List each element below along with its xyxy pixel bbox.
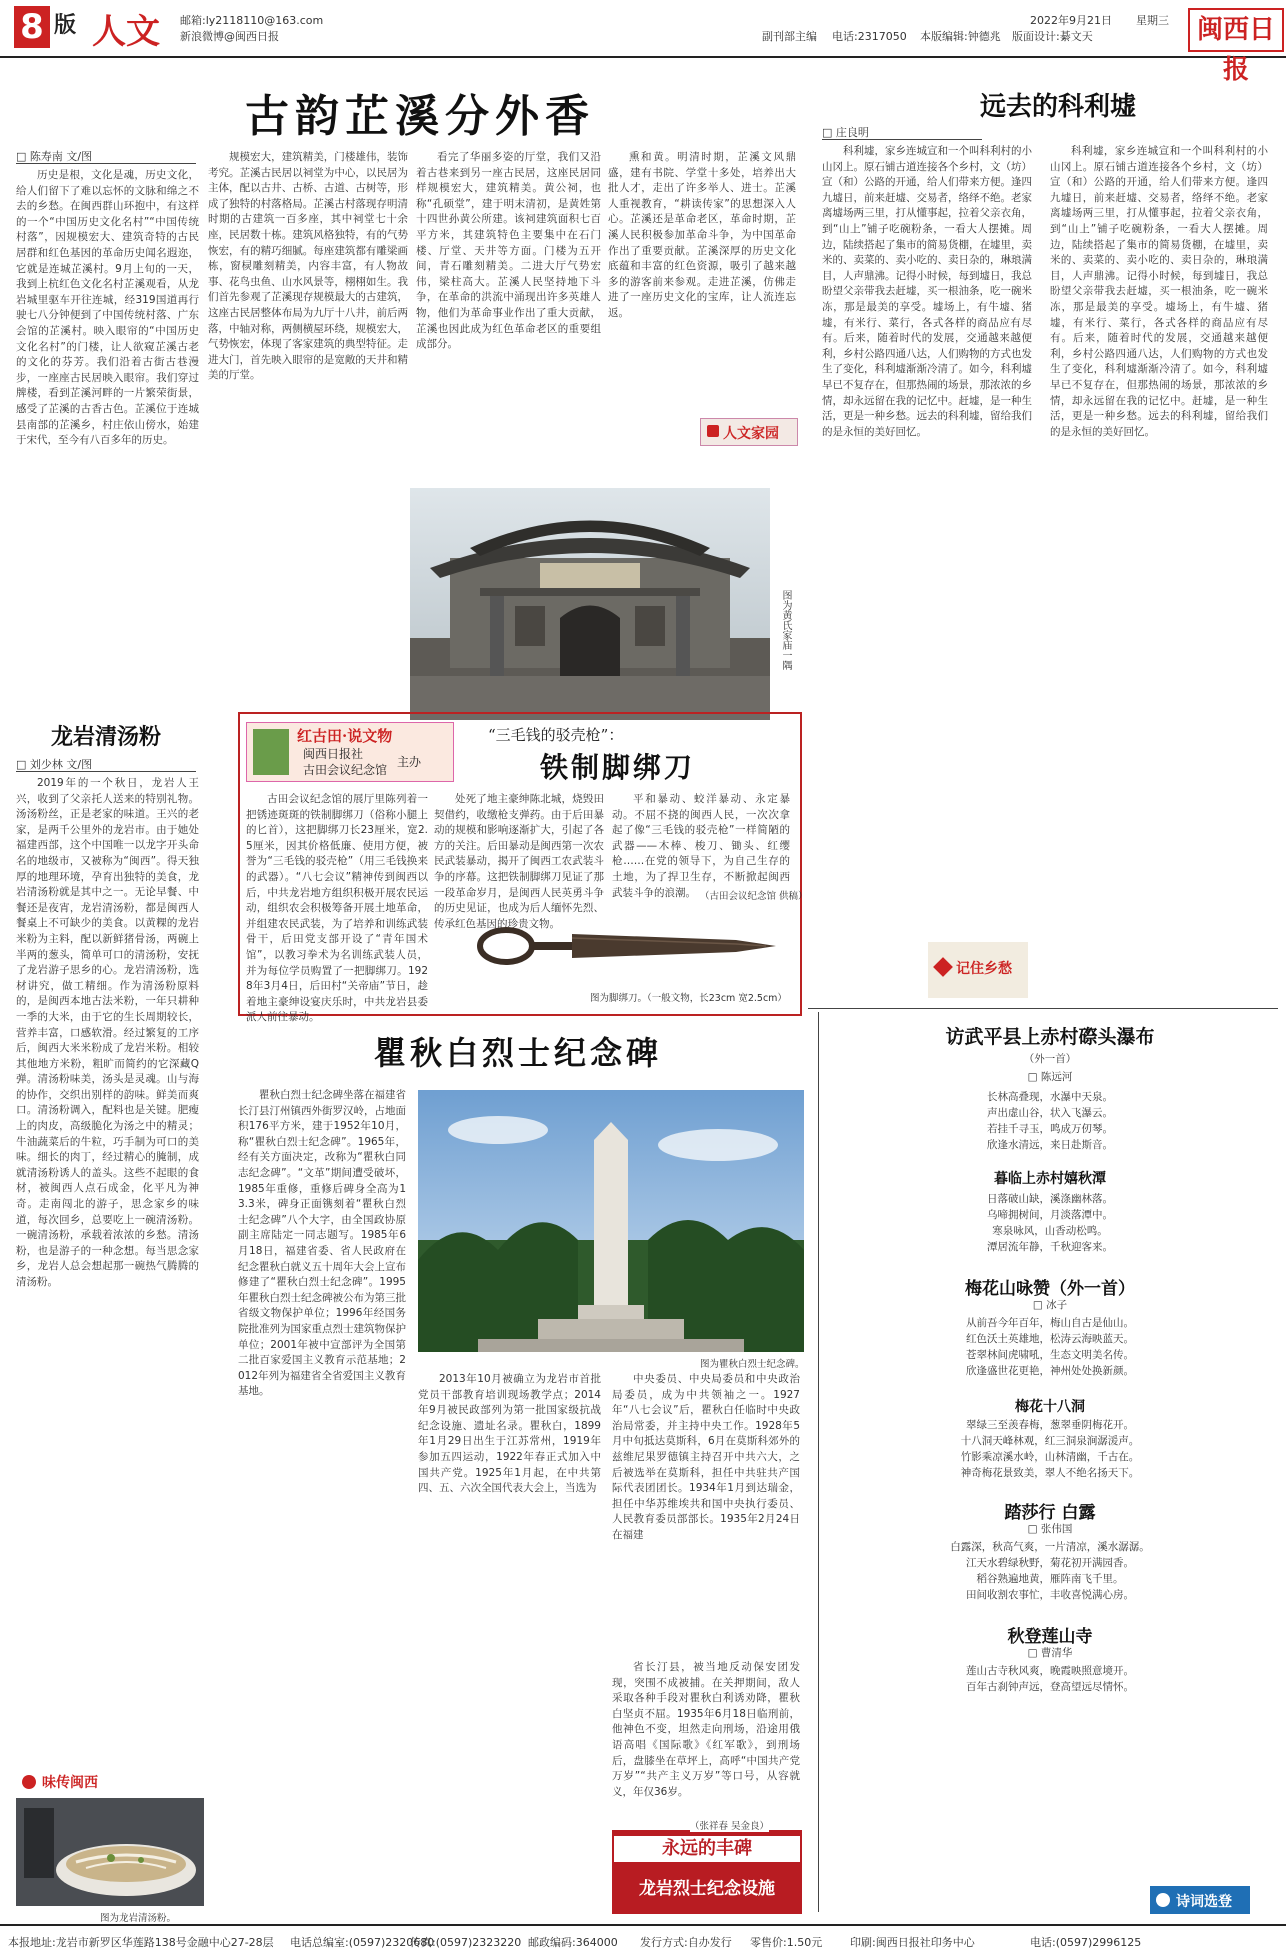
article4-col2: 2013年10月被确立为龙岩市首批党员干部教育培训现场教学点；2014年9月被民政部列为第一批国家级抗战纪念设施、遗址名录。瞿秋白，1899年1月29日出生于江苏常州，1919年参加五四运动，1922年春正式加入中国共产党。1925年1月起，在中共第四、五、六次全国代表大会上，当选为 [418,1373,601,1495]
poem6-author: □ 曹清华 [1027,1647,1073,1659]
relic-subtitle: “三毛钱的驳壳枪”： [488,726,624,744]
ancestral-hall-illustration [410,488,770,720]
header-weekday: 星期三 [1136,14,1169,27]
article1-byline: □ 陈寿南 文/图 [16,150,93,163]
banner-line1: 永远的丰碑 [612,1834,802,1864]
article2-body-col2: 科利墟，家乡连城宣和一个叫科利村的小山冈上。原石铺古道连接各个乡村，文（坊）宣（和）公路的开通，给人们带来方便。逢四九墟日，前来赶墟、交易者，络绎不绝。老家离墟场两三里，打从懂事起，拉着父亲衣角，到“山上”铺子吃碗粉条，一看大人摆摊。周边，陆续搭起了集市的简易货棚，在墟里，卖米的、卖菜的、卖小吃的、卖日杂的，琳琅满目，人声鼎沸。记得小时候，每到墟日，我总盼望父亲带我去赶墟，买一根油条，吃一碗米冻，那是最美的享受。墟场上，有牛墟、猪墟，有米行、菜行，各式各样的商品应有尽有。后来，随着时代的发展，交通越来越便利，乡村公路四通八达，人们购物的方式也发生了变化，科利墟渐渐冷清了。如今，科利墟早已不复存在，但那热闹的场景，那浓浓的乡情，却永远留在我的记忆中。赶墟，是一种生活，更是一种乡愁。远去的科利墟，留给我们的是永恒的美好回忆。 [1050,145,1268,438]
photo-ancestral-hall [410,488,770,720]
photo1-caption: 图为黄氏家庙一隅 [780,590,791,670]
article3-title: 龙岩清汤粉 [50,724,161,750]
poem4-title: 梅花十八洞 [1015,1399,1085,1415]
relic-org2: 古田会议纪念馆 [303,763,388,777]
poem4-line4: 神奇梅花景致美，翠人不绝名扬天下。 [960,1467,1140,1479]
article1-byline-rule [16,163,196,164]
relic-photo-caption: 图为脚绑刀。（一般文物，长23cm 宽2.5cm） [590,993,787,1004]
page-number: 8 [14,6,50,48]
relic-banner-image [253,729,289,775]
poem5-title: 踏莎行 白露 [1004,1503,1096,1523]
poem5-line4: 田间收割农事忙，丰收喜悦满心房。 [966,1589,1134,1601]
footer-address: 本报地址:龙岩市新罗区华莲路138号金融中心27-28层 [8,1936,274,1949]
header-duty-editor: 本版编辑:钟德兆 [920,30,1001,43]
article1-col3: 看完了华丽多姿的厅堂，我们又沿着古巷来到另一座古民居，这座民居同样规模宏大，建筑精美。黄公祠，也称“孔硕堂”，建于明末清初，是黄姓第十四世孙黄公所建。该祠建筑面积七百平方米，其建筑特色主要集中在石门楼、厅堂、天井等方面。门楼为五开间，青石雕刻精美。二进大厅气势宏伟，梁柱高大。芷溪人民坚持地下斗争，在革命的洪流中涌现出许多英雄人物，他们为革命事业作出了重大贡献，芷溪也因此成为红色革命老区的重要组成部分。 [416,151,601,351]
header-weibo: 新浪微博@闽西日报 [180,30,279,43]
article4-col4: 省长汀县，被当地反动保安团发现，突围不成被捕。在关押期间，敌人采取各种手段对瞿秋白利诱劝降，瞿秋白坚贞不屈。1935年6月18日临刑前，他神色不变，坦然走向刑场，沿途用俄语高唱《国际歌》《红军歌》，到刑场后，盘膝坐在草坪上，高呼“中国共产党万岁”“共产主义万岁”等口号，从容就义，年仅36岁。 [612,1660,800,1820]
poem3-line4: 欣逢盛世花更艳，神州处处换新颜。 [966,1365,1134,1377]
header-designer: 版面设计:綦文天 [1012,30,1093,43]
poem3-title: 梅花山咏赞（外一首） [965,1279,1135,1299]
poem2-line2: 乌啼拥树间，月淡落潭中。 [987,1209,1113,1221]
column-tag-poetry [1150,1886,1250,1914]
header-phone: 电话:2317050 [832,30,907,43]
footer-fax: 传真:(0597)2323220 [410,1936,522,1949]
poem1-line4: 欣逢水清远，来日赴斯音。 [987,1139,1113,1151]
poem1-line2: 声出虚山谷，状入飞瀑云。 [987,1107,1113,1119]
relic-col3: 平和暴动、蛟洋暴动、永定暴动。不屈不挠的闽西人民，一次次拿起了像“三毛钱的驳壳枪”一样简陋的武器——木棒、梭刀、锄头、红缨枪……在党的领导下，为自己生存的土地，为了捍卫生存，不断掀起闽西武装斗争的浪潮。 [612,793,790,899]
footer-printer: 印刷:闽西日报社印务中心 [850,1936,975,1949]
article2-byline: □ 庄良明 [822,126,869,139]
article2-body-col1: 科利墟，家乡连城宣和一个叫科利村的小山冈上。原石铺古道连接各个乡村，文（坊）宣（和）公路的开通，给人们带来方便。逢四九墟日，前来赶墟、交易者，络绎不绝。老家离墟场两三里，打从懂事起，拉着父亲衣角，到“山上”铺子吃碗粉条，一看大人摆摊。周边，陆续搭起了集市的简易货棚，在墟里，卖米的、卖菜的、卖小吃的、卖日杂的，琳琅满目，人声鼎沸。记得小时候，每到墟日，我总盼望父亲带我去赶墟，买一根油条，吃一碗米冻，那是最美的享受。墟场上，有牛墟、猪墟，有米行、菜行，各式各样的商品应有尽有。后来，随着时代的发展，交通越来越便利，乡村公路四通八达，人们购物的方式也发生了变化，科利墟渐渐冷清了。如今，科利墟早已不复存在，但那热闹的场景，那浓浓的乡情，却永远留在我的记忆中。赶墟，是一种生活，更是一种乡愁。远去的科利墟，留给我们的是永恒的美好回忆。 [822,145,1032,438]
header-date: 2022年9月21日 [1030,14,1112,27]
masthead-logo: 闽西日报 [1188,8,1284,52]
poem5-line3: 稻谷熟遍地黄，雁阵南飞千里。 [976,1573,1124,1585]
article3-byline-rule [16,771,196,772]
relic-banner [246,722,454,782]
relic-col2: 处死了地主豪绅陈北城，烧毁田契借约，收缴枪支弹药。由于后田暴动的规模和影响逐渐扩大，引起了各方的关注。后田暴动是闽西第一次农民武装暴动，揭开了闽西工农武装斗争的序幕。这把铁制脚绑刀见证了那一段革命岁月，是闽西人民英勇斗争的历史见证，也成为后人缅怀先烈、传承红色基因的珍贵文物。 [434,793,604,930]
footer-price: 零售价:1.50元 [750,1936,823,1949]
photo-memorial [418,1090,804,1352]
article4-credit: （张祥春 吴金良） [690,1818,769,1832]
footer-distribution: 发行方式:自办发行 [640,1936,732,1949]
relic-banner-title: 红古田·说文物 [297,727,393,745]
column-tag-weichuan [20,1770,130,1794]
column-tag-weichuan-label: 味传闽西 [42,1775,98,1791]
poem5-author: □ 张伟国 [1027,1523,1073,1535]
banner-memorial-series [612,1830,802,1914]
column-tag-xiangchou-label: 记住乡愁 [956,961,1012,977]
article3-body: 2019年的一个秋日，龙岩人王兴，收到了父亲托人送来的特别礼物。汤汤粉丝，正是老家的味道。王兴的老家，是两千公里外的龙岩市。由于她处福建西部，这个中国唯一以龙字开头命名的地级市，又被称为“闽西”。得天独厚的地理环境，孕育出独特的美食，龙岩清汤粉就是其中之一。无论早餐、中餐还是夜宵，龙岩清汤粉，都是闽西人餐桌上不可缺少的美食。以黄粿的龙岩米粉为主料，配以新鲜猪骨汤，两碗上半两的葱头，简单可口的清汤粉，安抚了龙岩游子思乡的心。龙岩清汤粉，选材讲究，做工精细。作为清汤粉原料的，是闽西本地古法米粉，一年只耕种一季的大米，由于它的生长周期较长，营养丰富，口感软滑。经过繁复的工序后，闽西大米米粉成了龙岩米粉。相较其他地方米粉，粗旷而简约的它深藏Q弹。清汤粉味美，汤头是灵魂。山与海的协作，交织出别样的韵味。鲜美而爽口。清汤粉调入，配料也是关键。肥瘦上的肉皮，高级脆化为汤之中的精灵；牛油蔬菜后的牛粒，巧手制为可口的美味。细长的肉丁，经过精心的腌制，成就清汤粉诱人的盖头。这些不起眼的食材，被闽西人点石成金，化平凡为神奇。走南闯北的游子，思念家乡的味道，每次回乡，总要吃上一碗清汤粉。一碗清汤粉，承载着浓浓的乡愁。清汤粉，也是游子的一种念想。每当思念家乡，龙岩人总会想起那一碗热气腾腾的清汤粉。 [16,777,199,1288]
column-tag-circle-icon [1156,1893,1170,1907]
poem6-line2: 百年古刹钟声远，登高望远尽情怀。 [966,1681,1134,1693]
poem5-line1: 白露深，秋高气爽，一片清凉，溪水潺潺。 [950,1541,1150,1553]
poems-top-rule [808,1008,1278,1009]
photo-foot-knife [436,904,792,988]
article3-byline: □ 刘少林 文/图 [16,758,93,771]
article4-title: 瞿秋白烈士纪念碑 [373,1034,662,1072]
poem1-subtitle: （外一首） [1023,1053,1077,1065]
column-tag-poetry-label: 诗词选登 [1176,1894,1232,1910]
relic-org1: 闽西日报社 [303,747,364,761]
header-email: 邮箱:ly2118110@163.com [180,14,324,27]
poem6-title: 秋登莲山寺 [1007,1627,1093,1647]
poem4-line1: 翠绿三至羡春梅，葱翠垂阴梅花开。 [966,1419,1134,1431]
article1-col2: 规模宏大，建筑精美，门楼雄伟，装饰考究。芷溪古民居以祠堂为中心，以民居为主体，配以古井、古桥、古道、古树等，形成了独特的村落格局。芷溪古村落现存明清时期的古建筑一百多座，其中祠堂七十余座，民居数十栋。建筑风格独特，有的气势恢宏，有的精巧细腻。每座建筑都有雕梁画栋，窗棂雕刻精美，内容丰富，有人物故事、花鸟虫鱼、山水风景等，栩栩如生。我们首先参观了芷溪现存规模最大的古建筑，这座古民居整体布局为九厅十八井，前后两落，中轴对称，两侧横屋环绕，规模宏大，气势恢宏，体现了客家建筑的典型特征。走进大门，首先映入眼帘的是宽敞的天井和精美的厅堂。 [208,151,408,382]
poem2-line3: 寒泉咏风，山香动松鸣。 [992,1225,1108,1237]
column-tag-xiangchou [928,942,1028,998]
poem1-title: 访武平县上赤村磜头瀑布 [945,1026,1155,1048]
banner-line2: 龙岩烈士纪念设施 [639,1879,775,1899]
noodle-bowl-illustration [16,1798,204,1906]
poem6-line1: 莲山古寺秋风爽，晚霞映照意境开。 [966,1665,1134,1677]
relic-org-suffix: 主办 [397,755,422,769]
section-title: 人文 [92,12,160,52]
relic-col1: 古田会议纪念馆的展厅里陈列着一把锈迹斑斑的铁制脚绑刀（俗称小腿上的匕首），这把脚绑刀长23厘米，宽2.5厘米，因其价格低廉、使用方便，被誉为“三毛钱的驳壳枪”（用三毛钱换来的武器）。“八七会议”精神传到闽西以后，中共龙岩地方组织积极开展农民运动，组织农会积极筹备开展土地革命，并组建农民武装，为了培养和训练武装骨干，后田党支部开设了“青年国术馆”，以教习拳术为名训练武装人员，并为每位学员购置了一把脚绑刀。1928年3月4日，后田村“关帝庙”节日，趁着地主豪绅设宴庆乐时，中共龙岩县委派人前往暴动。 [246,793,428,1024]
photo2-caption: 图为龙岩清汤粉。 [100,1913,177,1924]
poem2-line1: 日落破山缺，溪涤幽林落。 [987,1193,1113,1205]
column-tag-flower-icon [933,957,953,977]
article2-byline-rule [822,139,982,140]
article1-col4: 熏和黄。明清时期，芷溪文风鼎盛，建有书院、学堂十多处，培养出大批人才，走出了许多举人、进士。芷溪人重视教育，“耕读传家”的思想深入人心。芷溪还是革命老区，革命时期，芷溪人民积极参加革命斗争，为中国革命作出了重要贡献。芷溪深厚的历史文化底蕴和丰富的红色资源，吸引了越来越多的游客前来参观。走进芷溪，仿佛走进了一座历史文化的宝库，让人流连忘返。 [608,151,796,319]
memorial-illustration [418,1090,804,1352]
poem1-line1: 长林高叠现，水瀑中天泉。 [987,1091,1113,1103]
page-suffix: 版 [54,13,77,38]
poem3-line1: 从前吾今年百年，梅山自古是仙山。 [966,1317,1134,1329]
poem1-author: □ 陈远河 [1027,1071,1073,1083]
poem3-line2: 红色沃土英雄地，松涛云海映蓝天。 [966,1333,1134,1345]
iron-knife-illustration [436,904,792,988]
poem3-line3: 苍翠林间虎啸吼，生态文明美名传。 [966,1349,1134,1361]
poem2-line4: 潭居流年静，千秋迎客来。 [987,1241,1113,1253]
column-tag-renwen-label: 人文家园 [723,426,779,442]
poem5-line2: 江天水碧绿秋野，菊花初开满园香。 [966,1557,1134,1569]
article1-col1: 历史是根，文化是魂，历史文化，给人们留下了难以忘怀的文脉和绵之不去的乡愁。在闽西群山环抱中，有这样的一个“中国历史文化名村”“中国传统村落”，因规模宏大、建筑奇特的古民居群和红色基因的革命历史闻名遐迩，它就是连城芷溪村。9月上旬的一天，我到上杭红色文化名村芷溪观看，从龙岩城里驱车开往连城，经319国道再行驶七八分钟便到了中国传统村落、广东会馆的芷溪村。映入眼帘的“中国历史文化名村”的门楼，让人欲窥芷溪古老的文化的芬芳。我们沿着古街古巷漫步，一座座古民居映入眼帘。我们穿过牌楼，看到芷溪河畔的一片繁荣街景，感受了芷溪的古香古色。芷溪位于连城县南部的芷溪乡，村庄依山傍水，始建于宋代，至今有八百多年的历史。 [16,169,199,447]
article1-title: 古韵芷溪分外香 [245,91,595,142]
poems-left-rule [818,1012,819,1912]
relic-credit: （古田会议纪念馆 供稿） [700,891,808,902]
column-tag-marker-icon [707,425,719,437]
relic-title: 铁制脚绑刀 [540,751,696,784]
poem2-title: 暮临上赤村嬉秋潭 [994,1171,1106,1187]
column-tag-dot-icon [22,1775,36,1789]
footer-phone: 电话总编室:(0597)2320680 [290,1936,435,1949]
poem3-author: □ 冰子 [1032,1299,1068,1311]
poem4-line3: 竹影乘凉溪水岭，山林清幽，千古在。 [960,1451,1140,1463]
column-tag-renwen [700,418,798,446]
footer-print-phone: 电话:(0597)2996125 [1030,1936,1142,1949]
article4-col1: 瞿秋白烈士纪念碑坐落在福建省长汀县汀州镇西外街罗汉岭，占地面积176平方米，建于1952年10月，称“瞿秋白烈士纪念碑”。1965年，经有关方面决定，改称为“瞿秋白同志纪念碑”。“文革”期间遭受破坏，1985年重修，重修后碑身全高为13.3米，碑身正面镌刻着“瞿秋白烈士纪念碑”八个大字，由全国政协原副主席陆定一同志题写。1985年6月18日，福建省委、省人民政府在纪念瞿秋白就义五十周年大会上宣布修建了“瞿秋白烈士纪念碑”。1995年瞿秋白烈士纪念碑被公布为第三批省级文物保护单位；1996年经国务院批准列为国家重点烈士建筑物保护单位；2001年被中宣部评为全国第二批百家爱国主义教育示范基地；2012年列为福建省全省爱国主义教育基地。 [238,1089,406,1398]
article4-col3: 中央委员、中央局委员和中央政治局委员，成为中共领袖之一。1927年“八七会议”后，瞿秋白任临时中央政治局常委，并主持中央工作。1928年5月中旬抵达莫斯科，6月在莫斯科郊外的兹维尼果罗德镇主持召开中共六大，之后被选举在莫斯科，担任中共驻共产国际代表团团长。1934年1月到达瑞金，担任中华苏维埃共和国中央执行委员、人民教育委员部部长。1935年2月24日在福建 [612,1373,800,1541]
page-header [0,0,1286,85]
page-footer [0,1924,1286,1957]
poems-section [822,1012,1278,1922]
footer-postcode: 邮政编码:364000 [528,1936,618,1949]
photo-noodle-soup [16,1798,204,1906]
article2-title: 远去的科利墟 [979,92,1136,122]
article4-photo-caption: 图为瞿秋白烈士纪念碑。 [700,1359,805,1370]
poem1-line3: 若挂千寻玉，鸣成万仞琴。 [987,1123,1113,1135]
header-editor: 副刊部主编 [762,30,817,43]
poem4-line2: 十八洞天峰林观，红三洞泉涧潺湲声。 [960,1435,1140,1447]
